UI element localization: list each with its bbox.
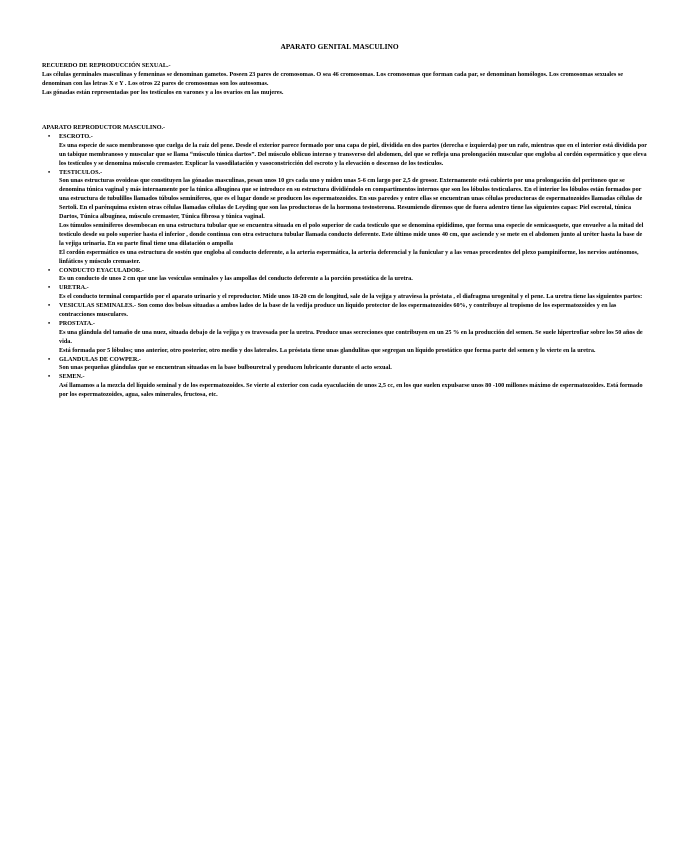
paragraph: Las gónadas están representadas por los testículos en varones y a los ovarios en las mujeres.: [42, 88, 284, 96]
item-title: URETRA.-: [59, 284, 89, 292]
bullet-icon: •: [48, 319, 51, 327]
item-title: PROSTATA.-: [59, 319, 95, 327]
section-reproduccion-sexual: [42, 62, 647, 98]
bullet-icon: •: [48, 355, 51, 363]
section-heading: APARATO REPRODUCTOR MASCULINO.-: [42, 124, 166, 131]
item-title: VESICULAS SEMINALES.-: [59, 302, 137, 310]
list-item-escroto: [42, 133, 647, 169]
item-body: Son unas pequeñas glándulas que se encuentran situadas en la base bulbouretral y producen lubricante durante el acto sexual.: [59, 364, 392, 372]
item-body: Así llamamos a la mezcla del líquido seminal y de los espermatozoides. Se vierte al exterior con cada eyaculación de unos 2,5 cc, en los que suelen expulsarse unos 80 -100 millones máximo de espermatozoides. Está formado por los espermatozoides, agua, sales minerales, fructosa, etc.: [59, 382, 643, 399]
item-title: GLANDULAS DE COWPER.-: [59, 355, 141, 363]
list-item-testiculos: [42, 169, 647, 267]
bullet-icon: •: [48, 284, 51, 292]
item-body: El cordón espermático es una estructura de sostén que engloba al conducto deferente, a la arteria espermática, la arteria deferencial y la funicular y a las venas procedentes del plexo pampiniforme, los nervios autónomos, linfáticos y músculo cremaster.: [59, 248, 639, 265]
list-item-prostata: [42, 320, 647, 356]
item-body: Es el conducto terminal compartido por el aparato urinario y el reproductor. Mide unos 18-20 cm de longitud, sale de la vejiga y atraviesa la próstata , el diafragma urogenital y el pene. La uretra tiene las siguientes partes:: [59, 293, 643, 301]
document-title: APARATO GENITAL MASCULINO: [280, 42, 399, 51]
item-body: Es una especie de saco membranoso que cuelga de la raíz del pene. Desde el exterior parece formado por una capa de piel, dividida en dos partes (derecha e izquierda) por un rafe, mientras que en el interior está dividida por un tabique membranoso y muscular que se llama “músculo túnica dartos”. Del músculo oblicuo interno y transverso del abdomen, del que se refleja una prolongación muscular que engloba al cordón espermático y que eleva los testículos y se denomina músculo cremaster. Explicar la vasodilatación y vasoconstricción del escroto y la elevación o descenso de los testículos.: [59, 141, 647, 167]
paragraph: Las células germinales masculinas y femeninas se denominan gametos. Poseen 23 pares de cromosomas. O sea 46 cromosomas. Los cromosomas que forman cada par, se denominan homólogos. Los cromosomas sexuales se denominan con las letras X e Y . Los otros 22 pares de cromosomas son los autosomas.: [42, 70, 623, 87]
item-title: ESCROTO.-: [59, 132, 93, 140]
bullet-icon: •: [48, 373, 51, 381]
item-title: CONDUCTO EYACULADOR.-: [59, 266, 144, 274]
item-title: TESTICULOS.-: [59, 168, 103, 176]
list-item-vesiculas-seminales: [42, 302, 647, 320]
bullet-icon: •: [48, 168, 51, 176]
list-item-uretra: [42, 284, 647, 302]
list-item-conducto-eyaculador: [42, 267, 647, 285]
item-body: Los túmulos seminíferos desembocan en una estructura tubular que se encuentra situada en el polo superior de cada testículo que se denomina epidídimo, que forma una especie de semicasquete, que envuelve a la mitad del testículo desde su polo superior hasta el inferior , donde continua con otra estructura tubular llamada conducto deferente. Este último mide unos 40 cm, que asciende y se mete en el abdomen junto al uréter hasta la base de la vejiga urinaria. En su parte final tiene una dilatación o ampolla: [59, 221, 644, 247]
bullet-icon: •: [48, 302, 51, 310]
section-heading: RECUERDO DE REPRODUCCIÓN SEXUAL.-: [42, 62, 171, 69]
bullet-icon: •: [48, 266, 51, 274]
list-item-semen: [42, 373, 647, 400]
item-title: SEMEN.-: [59, 373, 85, 381]
item-body: Es una glándula del tamaño de una nuez, situada debajo de la vejiga y es travesada por la uretra. Produce unas secreciones que contribuyen en un 25 % en la producción del semen. Se suele hipertrofiar sobre los 50 años de vida.: [59, 328, 643, 345]
list-item-glandulas-cowper: [42, 356, 647, 374]
bullet-icon: •: [48, 132, 51, 140]
item-body: Son como dos bolsas situadas a ambos lados de la base de la vedija produce un líquido protector de los espermatozoides 60%, y contribuye al tropismo de los espermatozoides y en las contracciones musculares.: [59, 302, 617, 319]
item-body: Son unas estructuras ovoideas que constituyen las gónadas masculinas, pesan unos 10 grs cada uno y miden unas 5-6 cm largo por 2,5 de grosor. Externamente está cubierto por una prolongación del peritoneo que se denomina túnica vaginal y más internamente por la túnica albugínea que se introduce en su estructura dividiéndolo en compartimentos internos que son los lóbulos testiculares. En el interior los lóbulos están formados por una estructura de tubulillos llamados túbulos seminíferos, que es el lugar donde se producen los espermatozoides. En sus paredes y entre ellas se encuentran unas células productoras de espermatozoides llamadas células de Sertoli. En el parénquima existen otras células llamadas células de Leyding que son las productoras de la hormona testosterona. Resumiendo diremos que de fuera adentro tiene las siguientes capas: Piel escrotal, túnica Dartos, Túnica albugínea, músculo cremaster, Túnica fibrosa y túnica vaginal.: [59, 177, 643, 221]
section-aparato-reproductor: [42, 124, 647, 400]
item-body: Está formada por 5 lóbulos; uno anterior, otro posterior, otro medio y dos laterales. La próstata tiene unas glandulitas que segregan un líquido prostático que forma parte del semen y lo vierte en la uretra.: [59, 346, 596, 354]
topic-list: [42, 133, 647, 400]
item-body: Es un conducto de unos 2 cm que une las vesículas seminales y las ampollas del conducto deferente a la porción prostática de la uretra.: [59, 275, 413, 283]
